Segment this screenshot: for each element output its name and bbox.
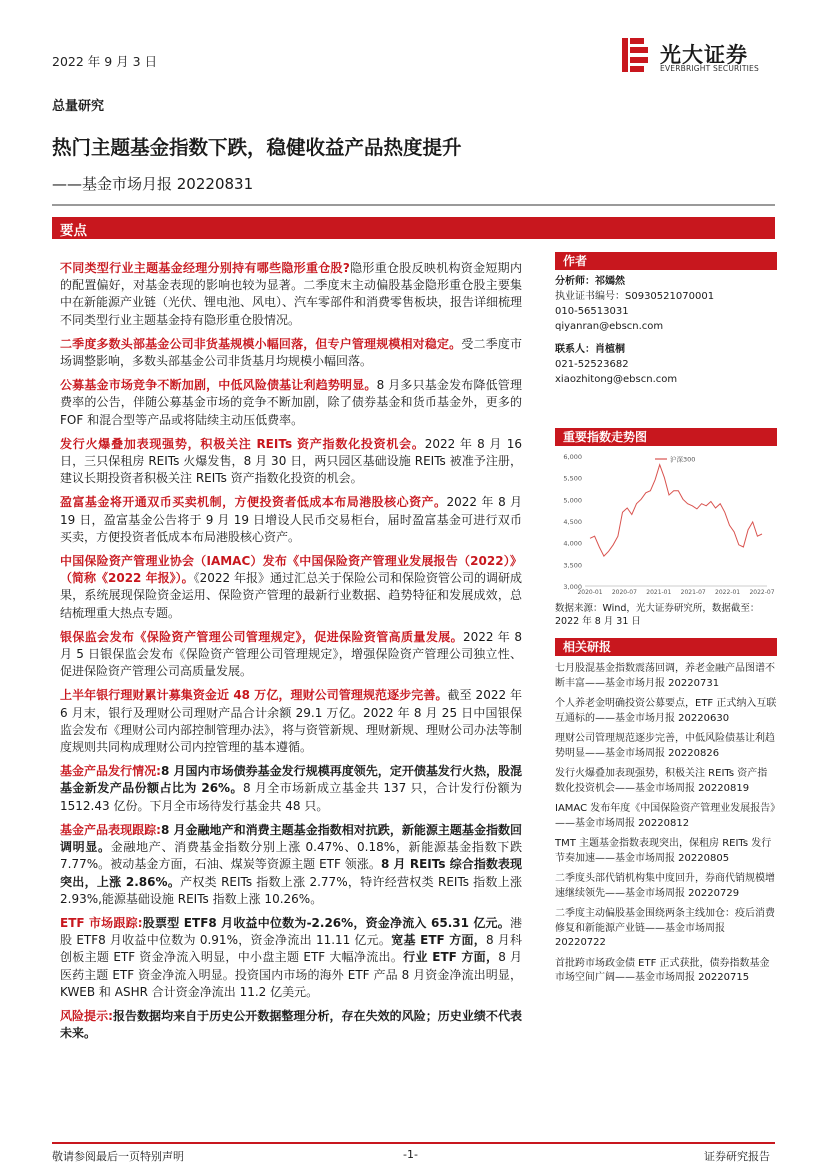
paragraph: ETF 市场跟踪:股票型 ETF8 月收益中位数为-2.26%，资金净流入 65.31 亿元。港股 ETF8 月收益中位数为 0.91%，资金净流出 11.11 亿元。宽基 ETF 方面，8 月科创板主题 ETF 资金净流入明显，中小盘主题 ETF 大幅净流出。行业 ETF 方面，8 月医药主题 ETF 资金净流入明显。投资国内市场的海外 ETF 产品 8 月资金净流出明显，KWEB 和 ASHR 合计资金净流出 11.2 亿美元。 <box>60 915 523 999</box>
paragraph: 公募基金市场竞争不断加剧，中低风险债基让利趋势明显。8 月多只基金发布降低管理费率的公告，伴随公募基金市场的竞争不断加剧，除了债券基金和货币基金外，更多的 FOF 和混合型等产品或将陆续主动压低费率。 <box>60 378 522 427</box>
footer-report-type: 证券研究报告 <box>704 1150 770 1163</box>
main-content <box>60 260 522 1049</box>
research-item[interactable]: 七月股混基金指数震荡回调，养老金融产品图谱不断丰富——基金市场月报 20220731 <box>555 663 775 689</box>
research-item[interactable]: IAMAC 发布年度《中国保险资产管理业发展报告》——基金市场周报 20220812 <box>555 803 776 829</box>
x-tick-label: 2021-07 <box>680 589 706 596</box>
research-item[interactable]: 发行火爆叠加表现强势，积极关注 REITs 资产指数化投资机会——基金市场周报 20220819 <box>555 768 768 794</box>
analyst-name: 分析师：祁嫣然 <box>555 276 625 287</box>
brand-name-cn: 光大证券 <box>660 43 748 67</box>
x-tick-label: 2020-07 <box>611 589 637 596</box>
footer-disclaimer[interactable]: 敬请参阅最后一页特别声明 <box>52 1150 184 1163</box>
report-title: 热门主题基金指数下跌，稳健收益产品热度提升 <box>52 136 462 159</box>
analyst-phone: 010-56513031 <box>555 306 629 317</box>
contact-name: 联系人：肖植桐 <box>555 344 625 355</box>
research-item[interactable]: 二季度主动偏股基金围绕两条主线加仓：疫后消费修复和新能源产业链——基金市场周报 20220722 <box>555 908 775 948</box>
analyst-license: 执业证书编号：S0930521070001 <box>555 291 715 302</box>
y-tick-label: 5,500 <box>563 474 582 483</box>
legend-label: 沪深300 <box>670 455 696 464</box>
author-section <box>555 252 777 387</box>
paragraph: 不同类型行业主题基金经理分别持有哪些隐形重仓股?隐形重仓股反映机构资金短期内的配置偏好，对基金表现的影响也较为显著。二季度末主动偏股基金隐形重仓股主要集中在新能源产业链（光伏、锂电池、风电）、汽车零部件和消费零售板块，报告详细梳理不同类型行业主题基金持有隐形重仓股情况。 <box>60 261 523 327</box>
report-date: 2022 年 9 月 3 日 <box>52 54 158 69</box>
everbright-logo-icon <box>622 38 648 72</box>
index-chart-section <box>555 428 777 628</box>
y-tick-label: 5,000 <box>563 496 582 505</box>
page-number: -1- <box>403 1148 418 1161</box>
paragraph: 盈富基金将开通双币买卖机制，方便投资者低成本布局港股核心资产。2022 年 8 月 19 日，盈富基金公告将于 9 月 19 日增设人民币交易柜台，届时盈富基金可进行双币买卖，方便投资者低成本布局港股核心资产。 <box>60 495 522 544</box>
x-tick-label: 2020-01 <box>577 589 603 596</box>
y-tick-label: 3,000 <box>563 583 582 591</box>
related-research-section <box>555 638 777 992</box>
y-tick-label: 6,000 <box>563 453 582 461</box>
y-tick-label: 3,500 <box>563 561 582 570</box>
brand-name-en: EVERBRIGHT SECURITIES <box>660 64 759 73</box>
x-tick-label: 2022-01 <box>715 589 741 596</box>
contact-phone: 021-52523682 <box>555 359 629 370</box>
paragraph: 银保监会发布《保险资产管理公司管理规定》，促进保险资管高质量发展。2022 年 8 月 5 日银保监会发布《保险资产管理公司管理规定》，增强保险资产管理公司独立性、促进保险资产管理公司高质量发展。 <box>60 629 522 679</box>
footer-divider <box>52 1142 775 1144</box>
key-points-banner <box>52 217 775 239</box>
research-item[interactable]: 个人养老金明确投资公募要点，ETF 正式纳入互联互通标的——基金市场月报 20220630 <box>555 698 777 724</box>
header-divider <box>52 204 775 206</box>
paragraph: 上半年银行理财累计募集资金近 48 万亿，理财公司管理规范逐步完善。截至 2022 年 6 月末，银行及理财公司理财产品合计余额 29.1 万亿。2022 年 8 月 25 日中国银保监会发布《理财公司内部控制管理办法》，将与资管新规、理财新规、理财公司办法等制度规则共同构成理财公司内控管理的基本遵循。 <box>60 688 523 755</box>
series-line-hs300 <box>590 465 762 556</box>
paragraph: 基金产品发行情况:8 月国内市场债券基金发行规模再度领先，定开债基发行火热，股混基金新发产品份额占比为 26%。8 月全市场新成立基金共 137 只，合计发行份额为 1512.43 亿份。下月全市场待发行基金共 48 只。 <box>60 764 523 813</box>
research-item[interactable]: 首批跨市场政金债 ETF 正式获批，债券指数基金市场空间广阔——基金市场周报 20220715 <box>555 957 770 983</box>
y-tick-label: 4,000 <box>563 539 582 548</box>
paragraph: 发行火爆叠加表现强势，积极关注 REITs 资产指数化投资机会。2022 年 8 月 16 日，三只保租房 REITs 火爆发售，8 月 30 日，两只园区基础设施 REITs 被准予注册，建议长期投资者积极关注 REITs 资产指数化投资的机会。 <box>60 436 523 486</box>
paragraph: 风险提示:报告数据均来自于历史公开数据整理分析，存在失效的风险；历史业绩不代表未来。 <box>60 1008 522 1041</box>
paragraph: 二季度多数头部基金公司非货基规模小幅回落，但专户管理规模相对稳定。受二季度市场调整影响，多数头部基金公司非货基月均规模小幅回落。 <box>60 336 522 369</box>
chart-label: 重要指数走势图 <box>555 428 777 446</box>
research-item[interactable]: 理财公司管理规范逐步完善，中低风险债基让利趋势明显——基金市场周报 20220826 <box>555 733 775 759</box>
chart-source: 数据来源：Wind，光大证券研究所，数据截至：2022 年 8 月 31 日 <box>555 603 760 627</box>
contact-email[interactable]: xiaozhitong@ebscn.com <box>555 374 678 385</box>
report-category: 总量研究 <box>52 99 105 114</box>
research-item[interactable]: 二季度头部代销机构集中度回升，券商代销规模增速继续领先——基金市场周报 20220729 <box>555 873 775 899</box>
brand-logo <box>622 36 782 76</box>
y-tick-label: 4,500 <box>563 518 582 526</box>
index-line-chart <box>555 446 777 596</box>
author-label: 作者 <box>555 252 777 270</box>
x-tick-label: 2021-01 <box>646 589 672 596</box>
x-tick-label: 2022-07 <box>749 589 775 596</box>
key-points-label: 要点 <box>60 223 87 239</box>
research-label: 相关研报 <box>555 638 777 656</box>
paragraph: 基金产品表现跟踪:8 月金融地产和消费主题基金指数相对抗跌，新能源主题基金指数回调明显。金融地产、消费基金指数分别上涨 0.47%、0.18%，新能源基金指数下跌 7.77%。被动基金方面，石油、煤炭等资源主题 ETF 领涨。8 月 REITs 综合指数表现突出，上涨 2.86%。产权类 REITs 指数上涨 2.77%，特许经营权类 REITs 指数上涨 2.93%,能源基础设施 REITs 指数上涨 10.26%。 <box>60 822 522 906</box>
paragraph: 中国保险资产管理业协会（IAMAC）发布《中国保险资产管理业发展报告（2022）》（简称《2022 年报》）。《2022 年报》通过汇总关于保险公司和保险资管公司的调研成果，系统展现保险资金运用、保险资产管理的最新行业数据、趋势特征和发展成效，总结梳理重大热点专题。 <box>60 554 523 620</box>
analyst-email[interactable]: qiyanran@ebscn.com <box>555 321 664 332</box>
report-subtitle: ——基金市场月报 20220831 <box>52 175 254 193</box>
research-item[interactable]: TMT 主题基金指数表现突出，保租房 REITs 发行节奏加速——基金市场周报 20220805 <box>555 838 772 864</box>
